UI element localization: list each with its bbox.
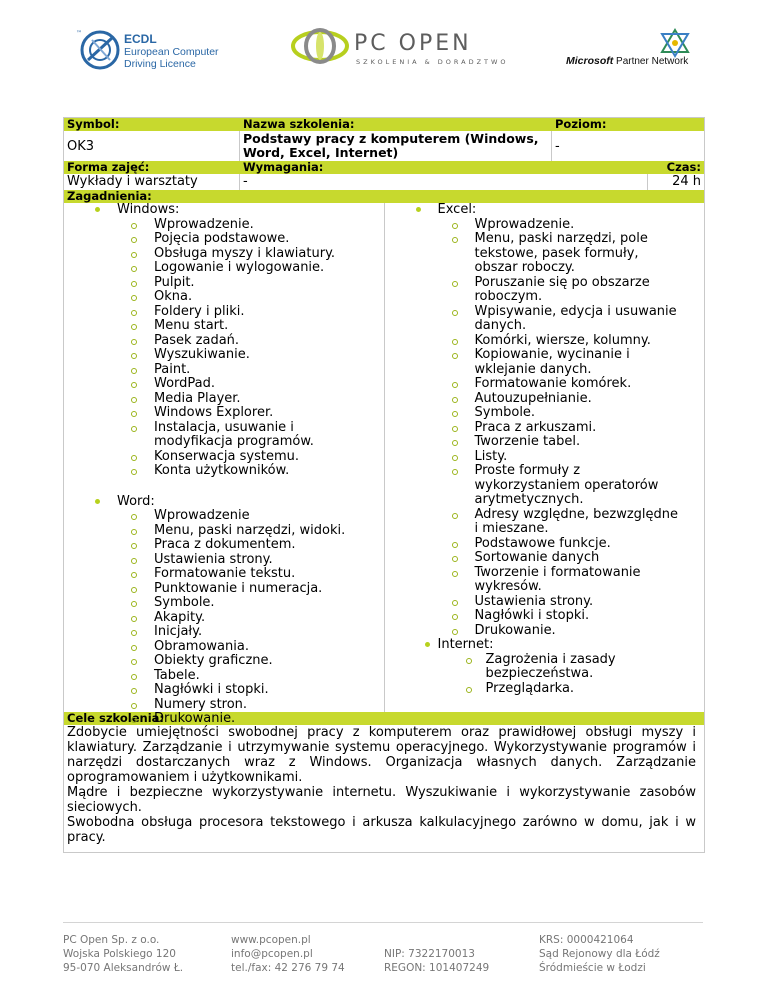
circle-bullet-icon <box>452 382 458 388</box>
topic-title: Windows: <box>117 202 180 217</box>
circle-bullet-icon <box>131 703 137 709</box>
list-item: Obsługa myszy i klawiatury. <box>117 247 384 262</box>
list-item: Obiekty graficzne. <box>117 654 384 669</box>
topic-excel <box>385 203 705 638</box>
internet-list <box>438 653 658 697</box>
list-item: Ustawienia strony. <box>117 553 384 568</box>
partner-network: Partner Network <box>616 56 689 67</box>
list-item: Menu, paski narzędzi, widoki. <box>117 524 384 539</box>
time-value: 24 h <box>672 174 701 189</box>
list-item: Logowanie i wylogowanie. <box>117 261 384 276</box>
list-item: Instalacja, usuwanie i modyfikacja programów. <box>117 421 334 450</box>
list-item: Adresy względne, bezwzględne i mieszane. <box>438 508 686 537</box>
circle-bullet-icon <box>131 237 137 243</box>
goals-text <box>64 725 704 852</box>
list-item: Przeglądarka. <box>438 682 658 697</box>
list-item: Punktowanie i numeracja. <box>117 582 384 597</box>
requirements-value: - <box>240 174 648 190</box>
list-item: Numery stron. <box>117 698 384 713</box>
circle-bullet-icon <box>452 411 458 417</box>
list-item: Zagrożenia i zasady bezpieczeństwa. <box>438 653 658 682</box>
list-item: Wpisywanie, edycja i usuwanie danych. <box>438 305 686 334</box>
pcopen-logo-icon <box>290 26 350 70</box>
topic-word <box>64 495 384 727</box>
bullet-icon <box>416 207 421 212</box>
form-label: Forma zajęć: <box>64 161 240 174</box>
circle-bullet-icon <box>131 616 137 622</box>
circle-bullet-icon <box>131 252 137 258</box>
ecdl-tm: ™ <box>76 30 82 37</box>
requirements-label: Wymagania: <box>240 161 648 174</box>
circle-bullet-icon <box>452 223 458 229</box>
level-value: - <box>555 139 560 154</box>
topic-internet <box>385 638 705 696</box>
circle-bullet-icon <box>452 426 458 432</box>
pcopen-name: PC OPEN <box>354 31 472 56</box>
circle-bullet-icon <box>131 469 137 475</box>
goals-label: Cele szkolenia: <box>64 712 704 725</box>
circle-bullet-icon <box>131 558 137 564</box>
circle-bullet-icon <box>452 397 458 403</box>
list-item: Konserwacja systemu. <box>117 450 384 465</box>
circle-bullet-icon <box>452 440 458 446</box>
list-item: Listy. <box>438 450 686 465</box>
list-item: Drukowanie. <box>438 624 686 639</box>
list-item: Wprowadzenie. <box>117 218 384 233</box>
list-item: Podstawowe funkcje. <box>438 537 686 552</box>
list-item: Autouzupełnianie. <box>438 392 686 407</box>
circle-bullet-icon <box>131 514 137 520</box>
circle-bullet-icon <box>452 571 458 577</box>
circle-bullet-icon <box>131 411 137 417</box>
circle-bullet-icon <box>131 223 137 229</box>
list-item: Komórki, wiersze, kolumny. <box>438 334 686 349</box>
ecdl-acronym: ECDL <box>124 32 157 46</box>
list-item: Menu, paski narzędzi, pole tekstowe, pasek formuły, obszar roboczy. <box>438 232 686 276</box>
list-item: Proste formuły z wykorzystaniem operatorów arytmetycznych. <box>438 464 686 508</box>
ecdl-text <box>124 33 219 70</box>
list-item: Foldery i pliki. <box>117 305 384 320</box>
circle-bullet-icon <box>452 310 458 316</box>
circle-bullet-icon <box>131 601 137 607</box>
circle-bullet-icon <box>452 629 458 635</box>
list-item: Wprowadzenie <box>117 509 384 524</box>
list-item: Obramowania. <box>117 640 384 655</box>
list-item: Ustawienia strony. <box>438 595 686 610</box>
circle-bullet-icon <box>131 455 137 461</box>
ecdl-line1: European Computer <box>124 46 219 58</box>
time-label: Czas: <box>648 161 704 174</box>
circle-bullet-icon <box>131 397 137 403</box>
topic-title: Word: <box>117 493 155 509</box>
circle-bullet-icon <box>131 426 137 432</box>
circle-bullet-icon <box>131 645 137 651</box>
course-card <box>63 117 705 853</box>
bullet-icon <box>95 499 100 504</box>
email-link[interactable]: info@pcopen.pl <box>231 948 313 960</box>
circle-bullet-icon <box>131 674 137 680</box>
list-item: Praca z arkuszami. <box>438 421 686 436</box>
circle-bullet-icon <box>131 659 137 665</box>
list-item: Pulpit. <box>117 276 384 291</box>
footer-company: PC Open Sp. z o.o. Wojska Polskiego 120 95-070 Aleksandrów Ł. <box>63 934 184 974</box>
circle-bullet-icon <box>131 324 137 330</box>
circle-bullet-icon <box>131 295 137 301</box>
circle-bullet-icon <box>131 572 137 578</box>
circle-bullet-icon <box>452 281 458 287</box>
list-item: Pojęcia podstawowe. <box>117 232 384 247</box>
ecdl-logo-icon <box>78 28 122 76</box>
list-item: Tworzenie i formatowanie wykresów. <box>438 566 686 595</box>
list-item: Wprowadzenie. <box>438 218 686 233</box>
pcopen-tagline: SZKOLENIA & DORADZTWO <box>356 58 509 66</box>
circle-bullet-icon <box>452 513 458 519</box>
goals-paragraph: Swobodna obsługa procesora tekstowego i arkusza kalkulacyjnego zarówno w domu, jak i w pracy. <box>67 815 696 845</box>
page-header <box>0 0 768 100</box>
list-item: Tworzenie tabel. <box>438 435 686 450</box>
list-item: Akapity. <box>117 611 384 626</box>
microsoft-partner-text <box>566 55 688 67</box>
circle-bullet-icon <box>131 543 137 549</box>
circle-bullet-icon <box>452 600 458 606</box>
windows-list <box>117 218 384 479</box>
circle-bullet-icon <box>452 237 458 243</box>
ecdl-line2: Driving Licence <box>124 58 196 70</box>
list-item: Wyszukiwanie. <box>117 348 384 363</box>
list-item: Inicjały. <box>117 625 384 640</box>
circle-bullet-icon <box>131 353 137 359</box>
page-footer <box>63 922 703 974</box>
footer-registry: KRS: 0000421064 Sąd Rejonowy dla Łódź Śródmieście w Łodzi <box>539 934 660 974</box>
circle-bullet-icon <box>131 310 137 316</box>
list-item: Paint. <box>117 363 384 378</box>
bullet-icon <box>95 207 100 212</box>
symbol-label: Symbol: <box>64 118 240 131</box>
list-item: Symbole. <box>117 596 384 611</box>
course-name: Podstawy pracy z komputerem (Windows, Word, Excel, Internet) <box>240 131 552 161</box>
list-item: Nagłówki i stopki. <box>117 683 384 698</box>
circle-bullet-icon <box>131 587 137 593</box>
circle-bullet-icon <box>452 353 458 359</box>
list-item: Formatowanie tekstu. <box>117 567 384 582</box>
bullet-icon <box>425 642 430 647</box>
list-item: WordPad. <box>117 377 384 392</box>
list-item: Kopiowanie, wycinanie i wklejanie danych. <box>438 348 686 377</box>
circle-bullet-icon <box>131 717 137 723</box>
list-item: Formatowanie komórek. <box>438 377 686 392</box>
circle-bullet-icon <box>452 556 458 562</box>
symbol-value: OK3 <box>64 131 240 161</box>
circle-bullet-icon <box>131 382 137 388</box>
list-item: Okna. <box>117 290 384 305</box>
list-item: Pasek zadań. <box>117 334 384 349</box>
list-item: Konta użytkowników. <box>117 464 384 479</box>
microsoft-brand: Microsoft <box>566 55 614 67</box>
circle-bullet-icon <box>466 658 472 664</box>
circle-bullet-icon <box>131 688 137 694</box>
footer-tax: NIP: 7322170013 REGON: 101407249 <box>384 948 490 974</box>
list-item: Symbole. <box>438 406 686 421</box>
website-link[interactable]: www.pcopen.pl <box>231 934 311 946</box>
list-item: Menu start. <box>117 319 384 334</box>
list-item: Praca z dokumentem. <box>117 538 384 553</box>
level-label: Poziom: <box>552 118 704 131</box>
list-item: Media Player. <box>117 392 384 407</box>
form-value: Wykłady i warsztaty <box>64 174 240 190</box>
footer-contact: www.pcopen.pl info@pcopen.pl tel./fax: 42 276 79 74 <box>231 934 345 974</box>
circle-bullet-icon <box>466 687 472 693</box>
circle-bullet-icon <box>452 542 458 548</box>
circle-bullet-icon <box>452 339 458 345</box>
goals-paragraph: Mądre i bezpieczne wykorzystywanie internetu. Wyszukiwanie i wykorzystywanie zasobów sieciowych. <box>67 785 696 815</box>
list-item: Drukowanie. <box>117 712 384 727</box>
circle-bullet-icon <box>131 281 137 287</box>
excel-list <box>438 218 686 639</box>
list-item: Poruszanie się po obszarze roboczym. <box>438 276 686 305</box>
goals-paragraph: Zdobycie umiejętności swobodnej pracy z komputerem oraz prawidłowej obsługi myszy i klawiatury. Zarządzanie i utrzymywanie systemu operacyjnego. Wykorzystywanie programów i narzędzi dostarczanych wraz z Windows. Organizacja własnych danych. Zarządzanie oprogramowaniem i użytkownikami. <box>67 725 696 785</box>
circle-bullet-icon <box>131 266 137 272</box>
topic-title: Excel: <box>437 202 477 217</box>
circle-bullet-icon <box>131 368 137 374</box>
circle-bullet-icon <box>131 630 137 636</box>
list-item: Tabele. <box>117 669 384 684</box>
circle-bullet-icon <box>452 455 458 461</box>
circle-bullet-icon <box>131 339 137 345</box>
circle-bullet-icon <box>452 614 458 620</box>
list-item: Sortowanie danych <box>438 551 686 566</box>
circle-bullet-icon <box>452 469 458 475</box>
topics-right-column <box>385 203 705 712</box>
list-item: Windows Explorer. <box>117 406 384 421</box>
list-item: Nagłówki i stopki. <box>438 609 686 624</box>
circle-bullet-icon <box>131 529 137 535</box>
topic-windows <box>64 203 384 479</box>
course-name-label: Nazwa szkolenia: <box>240 118 552 131</box>
word-list <box>117 509 384 727</box>
topic-title: Internet: <box>437 637 494 652</box>
topics-label: Zagadnienia: <box>64 190 704 203</box>
